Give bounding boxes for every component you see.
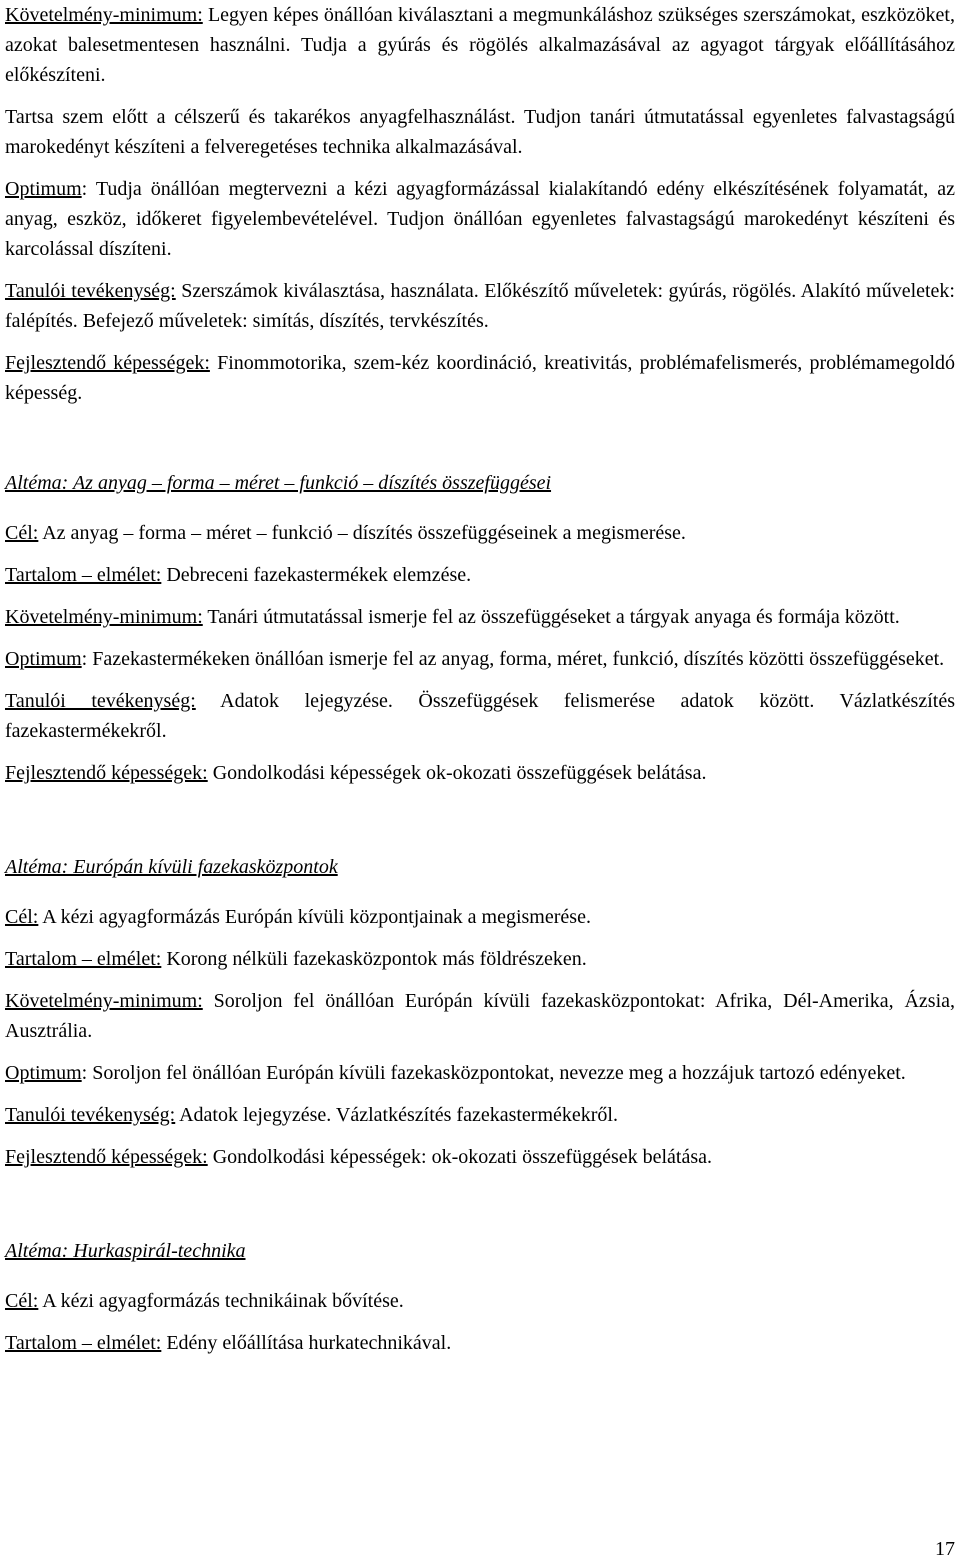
content-label: Tartalom – elmélet: (5, 564, 162, 586)
activity-label: Tanulói tevékenység: (5, 280, 176, 302)
document-page (5, 0, 955, 1358)
goal-text: Az anyag – forma – méret – funkció – díszítés összefüggéseinek a megismerése. (38, 522, 686, 544)
content-label: Tartalom – elmélet: (5, 1332, 162, 1354)
goal-label: Cél: (5, 1290, 39, 1312)
skills-paragraph (5, 1142, 955, 1172)
goal-text: A kézi agyagformázás technikáinak bővítése. (38, 1290, 404, 1312)
activity-paragraph (5, 276, 955, 336)
content-text: Edény előállítása hurkatechnikával. (161, 1332, 452, 1354)
activity-label: Tanulói tevékenység: (5, 690, 196, 712)
activity-paragraph (5, 686, 955, 746)
skills-label: Fejlesztendő képességek: (5, 1146, 208, 1168)
skills-paragraph (5, 348, 955, 408)
optimum-label: Optimum (5, 1062, 82, 1084)
goal-paragraph (5, 1286, 955, 1316)
optimum-paragraph (5, 174, 955, 264)
requirement-paragraph (5, 0, 955, 90)
skills-text: Gondolkodási képességek: ok-okozati összefüggések belátása. (207, 1146, 713, 1168)
goal-text: A kézi agyagformázás Európán kívüli központjainak a megismerése. (38, 906, 591, 928)
skills-text: Gondolkodási képességek ok-okozati összefüggések belátása. (207, 762, 707, 784)
activity-paragraph (5, 1100, 955, 1130)
skills-label: Fejlesztendő képességek: (5, 352, 210, 374)
requirement-text: Legyen képes önállóan kiválasztani a megmunkáláshoz szükséges szerszámokat, eszközöket, azokat balesetmentesen használni. Tudja a gyúrás és rögölés alkalmazásával az agyagot tárgyak előállításához előkészíteni. (5, 4, 955, 86)
optimum-text: : Soroljon fel önállóan Európán kívüli fazekasközpontokat, nevezze meg a hozzájuk tartozó edényeket. (81, 1062, 906, 1084)
content-text: Debreceni fazekastermékek elemzése. (161, 564, 472, 586)
subtopic-heading: Altéma: Európán kívüli fazekasközpontok (5, 856, 338, 878)
requirement-label: Követelmény-minimum: (5, 990, 203, 1012)
content-label: Tartalom – elmélet: (5, 948, 162, 970)
goal-label: Cél: (5, 522, 39, 544)
requirement-text: Tanári útmutatással ismerje fel az összefüggéseket a tárgyak anyaga és formája között. (202, 606, 900, 628)
content-text: Korong nélküli fazekasközpontok más földrészeken. (161, 948, 587, 970)
activity-text: Adatok lejegyzése. Összefüggések felismerése adatok között. Vázlatkészítés fazekastermékekről. (5, 690, 955, 742)
requirement-paragraph-2 (5, 102, 955, 162)
page-number: 17 (935, 1538, 955, 1560)
content-paragraph (5, 1328, 955, 1358)
skills-text: Finommotorika, szem-kéz koordináció, kreativitás, problémafelismerés, problémamegoldó képesség. (5, 352, 956, 404)
skills-paragraph (5, 758, 955, 788)
optimum-text: : Fazekastermékeken önállóan ismerje fel az anyag, forma, méret, funkció, díszítés közötti összefüggéseket. (81, 648, 945, 670)
subtopic-heading: Altéma: Hurkaspirál-technika (5, 1240, 246, 1262)
requirement-paragraph (5, 986, 955, 1046)
skills-label: Fejlesztendő képességek: (5, 762, 208, 784)
optimum-label: Optimum (5, 648, 82, 670)
content-paragraph (5, 560, 955, 590)
goal-label: Cél: (5, 906, 39, 928)
requirement-label: Követelmény-minimum: (5, 4, 203, 26)
requirement-label: Követelmény-minimum: (5, 606, 203, 628)
requirement-text-2: Tartsa szem előtt a célszerű és takarékos anyagfelhasználást. Tudjon tanári útmutatással egyenletes falvastagságú marokedényt készíteni a felveregetéses technika alkalmazásával. (5, 106, 955, 158)
requirement-paragraph (5, 602, 955, 632)
optimum-label: Optimum (5, 178, 82, 200)
goal-paragraph (5, 518, 955, 548)
goal-paragraph (5, 902, 955, 932)
requirement-text: Soroljon fel önállóan Európán kívüli fazekasközpontokat: Afrika, Dél-Amerika, Ázsia, Ausztrália. (5, 990, 955, 1042)
content-paragraph (5, 944, 955, 974)
activity-label: Tanulói tevékenység: (5, 1104, 176, 1126)
optimum-text: : Tudja önállóan megtervezni a kézi agyagformázással kialakítandó edény elkészítésének folyamatát, az anyag, eszköz, időkeret figyelembevételével. Tudjon önállóan egyenletes falvastagságú marokedényt készíteni és karcolással díszíteni. (5, 178, 955, 260)
optimum-paragraph (5, 644, 955, 674)
subtopic-heading: Altéma: Az anyag – forma – méret – funkció – díszítés összefüggései (5, 472, 552, 494)
activity-text: Szerszámok kiválasztása, használata. Előkészítő műveletek: gyúrás, rögölés. Alakító műveletek: falépítés. Befejező műveletek: simítás, díszítés, tervkészítés. (5, 280, 955, 332)
optimum-paragraph (5, 1058, 955, 1088)
activity-text: Adatok lejegyzése. Vázlatkészítés fazekastermékekről. (175, 1104, 618, 1126)
